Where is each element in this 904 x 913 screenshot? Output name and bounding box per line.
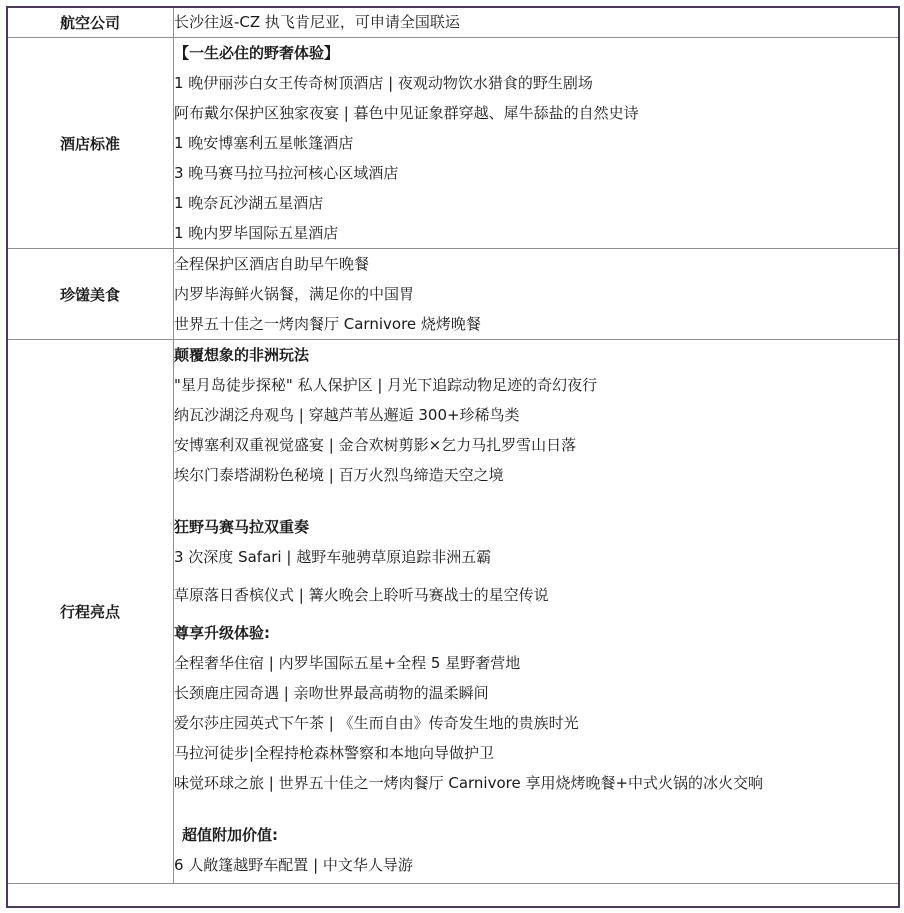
highlight-line: 3 次深度 Safari | 越野车驰骋草原追踪非洲五霸 <box>174 548 492 566</box>
outer-frame <box>6 6 900 908</box>
label-highlights: 行程亮点 <box>7 340 174 884</box>
food-line: 世界五十佳之一烤肉餐厅 Carnivore 烧烤晚餐 <box>174 315 481 333</box>
food-line: 内罗毕海鲜火锅餐，满足你的中国胃 <box>174 285 415 303</box>
highlight-line: 纳瓦沙湖泛舟观鸟 | 穿越芦苇丛邂逅 300+珍稀鸟类 <box>174 406 520 424</box>
highlight-line: 安博塞利双重视觉盛宴 | 金合欢树剪影×乞力马扎罗雪山日落 <box>174 436 577 454</box>
highlight-line: 草原落日香槟仪式 | 篝火晚会上聆听马赛战士的星空传说 <box>174 586 549 604</box>
highlights-heading-3: 尊享升级体验: <box>174 624 270 642</box>
highlight-line: 味觉环球之旅 | 世界五十佳之一烤肉餐厅 Carnivore 享用烧烤晚餐+中式火锅的冰火交响 <box>174 774 764 792</box>
hotel-line: 1 晚安博塞利五星帐篷酒店 <box>174 134 354 152</box>
highlights-heading-4: 超值附加价值: <box>182 826 278 844</box>
hotel-line: 阿布戴尔保护区独家夜宴 | 暮色中见证象群穿越、犀牛舔盐的自然史诗 <box>174 104 639 122</box>
highlight-line: 爱尔莎庄园英式下午茶 | 《生而自由》传奇发生地的贵族时光 <box>174 714 579 732</box>
highlights-heading-2: 狂野马赛马拉双重奏 <box>174 518 310 536</box>
highlight-line: "星月岛徒步探秘" 私人保护区 | 月光下追踪动物足迹的奇幻夜行 <box>174 376 598 394</box>
highlight-line: 马拉河徒步|全程持枪森林警察和本地向导做护卫 <box>174 744 495 762</box>
highlight-line: 长颈鹿庄园奇遇 | 亲吻世界最高萌物的温柔瞬间 <box>174 684 489 702</box>
highlight-line: 6 人敞篷越野车配置 | 中文华人导游 <box>174 856 413 874</box>
label-food: 珍馐美食 <box>7 249 174 340</box>
highlight-line: 埃尔门泰塔湖粉色秘境 | 百万火烈鸟缔造天空之境 <box>174 466 504 484</box>
hotel-heading: 【一生必住的野奢体验】 <box>174 44 340 62</box>
label-airline: 航空公司 <box>7 7 174 38</box>
hotel-line: 3 晚马赛马拉马拉河核心区域酒店 <box>174 164 399 182</box>
label-hotel: 酒店标准 <box>7 38 174 249</box>
food-line: 全程保护区酒店自助早午晚餐 <box>174 255 370 273</box>
highlights-heading-1: 颠覆想象的非洲玩法 <box>174 346 310 364</box>
highlight-line: 全程奢华住宿 | 内罗毕国际五星+全程 5 星野奢营地 <box>174 654 521 672</box>
hotel-line: 1 晚伊丽莎白女王传奇树顶酒店 | 夜观动物饮水猎食的野生剧场 <box>174 74 593 92</box>
hotel-line: 1 晚奈瓦沙湖五星酒店 <box>174 194 324 212</box>
airline-line: 长沙往返-CZ 执飞肯尼亚，可申请全国联运 <box>174 13 460 31</box>
hotel-line: 1 晚内罗毕国际五星酒店 <box>174 224 339 242</box>
